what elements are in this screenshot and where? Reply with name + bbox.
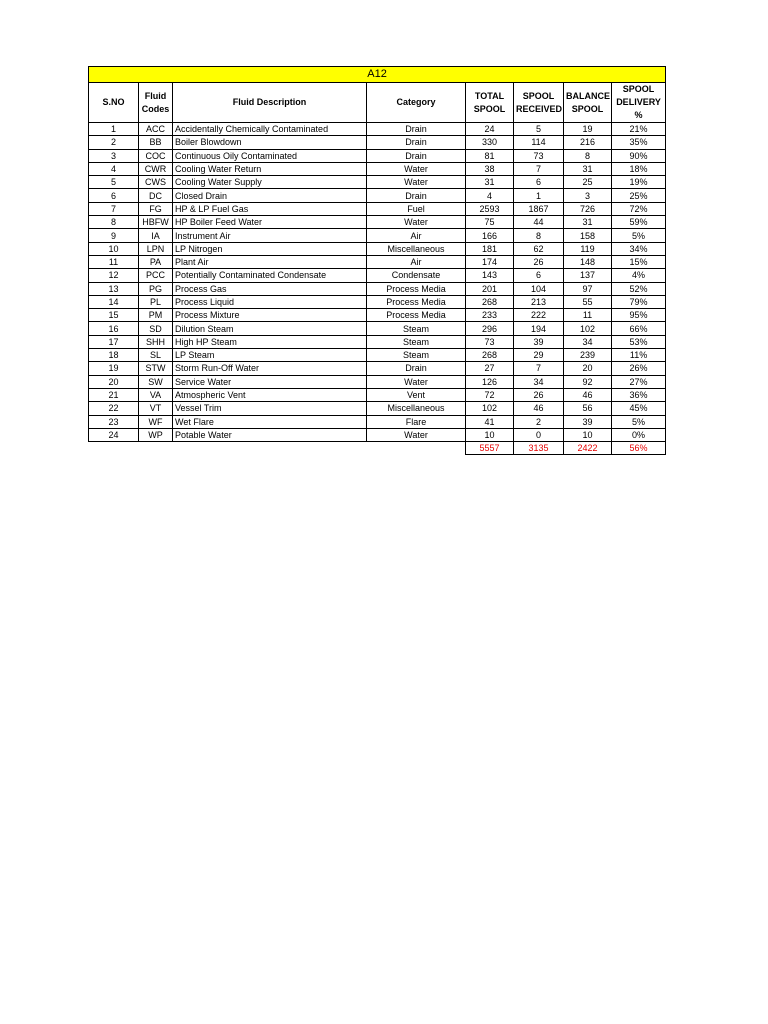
cell-sno: 9 — [89, 229, 139, 242]
table-row — [89, 242, 666, 255]
cell-sno: 21 — [89, 388, 139, 401]
cell-fluid-code: PM — [139, 309, 173, 322]
cell-category: Drain — [367, 149, 466, 162]
cell-fluid-description: Dilution Steam — [173, 322, 367, 335]
cell-sno: 7 — [89, 202, 139, 215]
cell-balance-spool: 158 — [564, 229, 612, 242]
header-balance-spool: BALANCE SPOOL — [564, 83, 612, 123]
cell-fluid-code: FG — [139, 202, 173, 215]
cell-fluid-code: CWR — [139, 162, 173, 175]
cell-balance-spool: 46 — [564, 388, 612, 401]
cell-sno: 4 — [89, 162, 139, 175]
table-row — [89, 229, 666, 242]
cell-spool-received: 114 — [514, 136, 564, 149]
cell-fluid-description: Atmospheric Vent — [173, 388, 367, 401]
cell-fluid-code: SHH — [139, 335, 173, 348]
header-fluid-description: Fluid Description — [173, 83, 367, 123]
table-row — [89, 415, 666, 428]
cell-spool-received: 7 — [514, 362, 564, 375]
cell-balance-spool: 34 — [564, 335, 612, 348]
cell-spool-delivery: 45% — [612, 402, 666, 415]
cell-spool-delivery: 35% — [612, 136, 666, 149]
header-total-spool: TOTAL SPOOL — [466, 83, 514, 123]
cell-fluid-code: CWS — [139, 176, 173, 189]
cell-fluid-description: Wet Flare — [173, 415, 367, 428]
cell-fluid-code: VT — [139, 402, 173, 415]
cell-balance-spool: 20 — [564, 362, 612, 375]
cell-spool-delivery: 4% — [612, 269, 666, 282]
cell-fluid-code: PL — [139, 295, 173, 308]
cell-fluid-code: DC — [139, 189, 173, 202]
cell-sno: 20 — [89, 375, 139, 388]
cell-total-spool: 41 — [466, 415, 514, 428]
cell-fluid-description: HP Boiler Feed Water — [173, 216, 367, 229]
totals-row — [89, 442, 666, 455]
cell-spool-received: 62 — [514, 242, 564, 255]
cell-spool-delivery: 27% — [612, 375, 666, 388]
cell-sno: 14 — [89, 295, 139, 308]
sheet-title: A12 — [89, 67, 666, 83]
cell-fluid-code: WF — [139, 415, 173, 428]
cell-total-spool: 72 — [466, 388, 514, 401]
cell-spool-received: 6 — [514, 269, 564, 282]
cell-total-spool: 330 — [466, 136, 514, 149]
cell-fluid-description: Plant Air — [173, 255, 367, 268]
table-row — [89, 176, 666, 189]
cell-sno: 15 — [89, 309, 139, 322]
cell-category: Steam — [367, 335, 466, 348]
cell-sno: 3 — [89, 149, 139, 162]
cell-total-spool: 143 — [466, 269, 514, 282]
cell-fluid-description: Service Water — [173, 375, 367, 388]
cell-balance-spool: 3 — [564, 189, 612, 202]
cell-total-spool: 126 — [466, 375, 514, 388]
cell-spool-delivery: 36% — [612, 388, 666, 401]
cell-total-spool: 2593 — [466, 202, 514, 215]
cell-sno: 16 — [89, 322, 139, 335]
cell-fluid-code: STW — [139, 362, 173, 375]
cell-total-spool: 201 — [466, 282, 514, 295]
table-row — [89, 349, 666, 362]
cell-fluid-code: WP — [139, 428, 173, 441]
cell-spool-delivery: 59% — [612, 216, 666, 229]
cell-total-spool: 102 — [466, 402, 514, 415]
cell-fluid-code: COC — [139, 149, 173, 162]
cell-fluid-code: PA — [139, 255, 173, 268]
cell-balance-spool: 8 — [564, 149, 612, 162]
cell-category: Miscellaneous — [367, 242, 466, 255]
table-row — [89, 402, 666, 415]
cell-sno: 1 — [89, 123, 139, 136]
spool-status-table — [88, 66, 666, 455]
cell-spool-delivery: 25% — [612, 189, 666, 202]
cell-sno: 22 — [89, 402, 139, 415]
cell-balance-spool: 25 — [564, 176, 612, 189]
cell-balance-spool: 726 — [564, 202, 612, 215]
table-row — [89, 216, 666, 229]
table-row — [89, 295, 666, 308]
cell-total-spool: 166 — [466, 229, 514, 242]
cell-sno: 5 — [89, 176, 139, 189]
cell-spool-received: 1867 — [514, 202, 564, 215]
cell-fluid-description: Process Gas — [173, 282, 367, 295]
cell-spool-delivery: 0% — [612, 428, 666, 441]
cell-fluid-description: Cooling Water Supply — [173, 176, 367, 189]
cell-total-spool: 10 — [466, 428, 514, 441]
cell-spool-received: 5 — [514, 123, 564, 136]
cell-balance-spool: 148 — [564, 255, 612, 268]
cell-fluid-code: HBFW — [139, 216, 173, 229]
cell-fluid-code: SL — [139, 349, 173, 362]
cell-fluid-code: BB — [139, 136, 173, 149]
cell-fluid-code: SW — [139, 375, 173, 388]
header-row — [89, 83, 666, 123]
cell-spool-received: 222 — [514, 309, 564, 322]
cell-spool-delivery: 26% — [612, 362, 666, 375]
cell-sno: 12 — [89, 269, 139, 282]
table-row — [89, 136, 666, 149]
cell-spool-delivery: 79% — [612, 295, 666, 308]
cell-fluid-description: Continuous Oily Contaminated — [173, 149, 367, 162]
cell-fluid-code: ACC — [139, 123, 173, 136]
cell-total-spool: 73 — [466, 335, 514, 348]
cell-spool-received: 213 — [514, 295, 564, 308]
cell-spool-received: 7 — [514, 162, 564, 175]
cell-category: Process Media — [367, 282, 466, 295]
cell-balance-spool: 137 — [564, 269, 612, 282]
cell-balance-spool: 10 — [564, 428, 612, 441]
cell-sno: 13 — [89, 282, 139, 295]
cell-total-spool: 38 — [466, 162, 514, 175]
cell-category: Process Media — [367, 309, 466, 322]
cell-fluid-description: Instrument Air — [173, 229, 367, 242]
cell-balance-spool: 102 — [564, 322, 612, 335]
cell-fluid-description: Cooling Water Return — [173, 162, 367, 175]
cell-fluid-description: Accidentally Chemically Contaminated — [173, 123, 367, 136]
totals-spool-delivery: 56% — [612, 442, 666, 455]
cell-fluid-description: Vessel Trim — [173, 402, 367, 415]
cell-sno: 17 — [89, 335, 139, 348]
cell-fluid-code: SD — [139, 322, 173, 335]
cell-fluid-description: LP Steam — [173, 349, 367, 362]
cell-balance-spool: 11 — [564, 309, 612, 322]
cell-spool-received: 29 — [514, 349, 564, 362]
cell-spool-delivery: 11% — [612, 349, 666, 362]
cell-spool-delivery: 5% — [612, 415, 666, 428]
cell-spool-received: 44 — [514, 216, 564, 229]
cell-spool-delivery: 72% — [612, 202, 666, 215]
table-row — [89, 162, 666, 175]
totals-spool-received: 3135 — [514, 442, 564, 455]
totals-spacer — [173, 442, 367, 455]
cell-spool-received: 34 — [514, 375, 564, 388]
cell-category: Drain — [367, 136, 466, 149]
cell-total-spool: 268 — [466, 349, 514, 362]
cell-spool-received: 1 — [514, 189, 564, 202]
cell-balance-spool: 239 — [564, 349, 612, 362]
cell-total-spool: 75 — [466, 216, 514, 229]
cell-sno: 6 — [89, 189, 139, 202]
cell-sno: 24 — [89, 428, 139, 441]
cell-spool-received: 2 — [514, 415, 564, 428]
cell-spool-delivery: 90% — [612, 149, 666, 162]
cell-sno: 23 — [89, 415, 139, 428]
table-row — [89, 309, 666, 322]
cell-balance-spool: 216 — [564, 136, 612, 149]
cell-total-spool: 4 — [466, 189, 514, 202]
cell-sno: 11 — [89, 255, 139, 268]
cell-spool-received: 26 — [514, 388, 564, 401]
cell-balance-spool: 119 — [564, 242, 612, 255]
cell-sno: 10 — [89, 242, 139, 255]
table-row — [89, 375, 666, 388]
totals-spacer — [367, 442, 466, 455]
cell-balance-spool: 92 — [564, 375, 612, 388]
table-row — [89, 335, 666, 348]
table-row — [89, 202, 666, 215]
cell-category: Process Media — [367, 295, 466, 308]
cell-spool-received: 194 — [514, 322, 564, 335]
cell-fluid-description: Boiler Blowdown — [173, 136, 367, 149]
cell-balance-spool: 31 — [564, 216, 612, 229]
cell-category: Steam — [367, 322, 466, 335]
cell-spool-received: 39 — [514, 335, 564, 348]
cell-spool-delivery: 53% — [612, 335, 666, 348]
cell-spool-received: 0 — [514, 428, 564, 441]
cell-total-spool: 24 — [466, 123, 514, 136]
cell-total-spool: 233 — [466, 309, 514, 322]
header-spool-delivery: SPOOL DELIVERY % — [612, 83, 666, 123]
cell-category: Water — [367, 176, 466, 189]
cell-category: Drain — [367, 123, 466, 136]
cell-balance-spool: 19 — [564, 123, 612, 136]
cell-spool-delivery: 66% — [612, 322, 666, 335]
table-row — [89, 428, 666, 441]
cell-category: Drain — [367, 189, 466, 202]
cell-spool-received: 6 — [514, 176, 564, 189]
totals-spacer — [89, 442, 139, 455]
totals-balance-spool: 2422 — [564, 442, 612, 455]
table-row — [89, 388, 666, 401]
cell-fluid-code: PCC — [139, 269, 173, 282]
cell-total-spool: 81 — [466, 149, 514, 162]
cell-sno: 19 — [89, 362, 139, 375]
cell-spool-delivery: 5% — [612, 229, 666, 242]
cell-balance-spool: 31 — [564, 162, 612, 175]
cell-spool-delivery: 52% — [612, 282, 666, 295]
cell-spool-received: 8 — [514, 229, 564, 242]
cell-fluid-description: Closed Drain — [173, 189, 367, 202]
cell-fluid-code: VA — [139, 388, 173, 401]
cell-category: Fuel — [367, 202, 466, 215]
cell-category: Condensate — [367, 269, 466, 282]
cell-category: Air — [367, 255, 466, 268]
cell-fluid-description: Potable Water — [173, 428, 367, 441]
cell-category: Drain — [367, 362, 466, 375]
cell-balance-spool: 55 — [564, 295, 612, 308]
cell-fluid-code: LPN — [139, 242, 173, 255]
totals-spacer — [139, 442, 173, 455]
table-row — [89, 189, 666, 202]
table-row — [89, 255, 666, 268]
cell-category: Water — [367, 428, 466, 441]
cell-spool-delivery: 19% — [612, 176, 666, 189]
cell-total-spool: 268 — [466, 295, 514, 308]
cell-sno: 18 — [89, 349, 139, 362]
cell-category: Vent — [367, 388, 466, 401]
cell-category: Miscellaneous — [367, 402, 466, 415]
cell-sno: 2 — [89, 136, 139, 149]
cell-spool-received: 73 — [514, 149, 564, 162]
cell-category: Water — [367, 162, 466, 175]
cell-fluid-description: Process Liquid — [173, 295, 367, 308]
header-category: Category — [367, 83, 466, 123]
cell-fluid-code: IA — [139, 229, 173, 242]
cell-spool-delivery: 34% — [612, 242, 666, 255]
cell-spool-delivery: 15% — [612, 255, 666, 268]
table-row — [89, 123, 666, 136]
table-row — [89, 322, 666, 335]
cell-balance-spool: 97 — [564, 282, 612, 295]
cell-fluid-description: Storm Run-Off Water — [173, 362, 367, 375]
cell-category: Air — [367, 229, 466, 242]
cell-total-spool: 181 — [466, 242, 514, 255]
cell-fluid-description: Process Mixture — [173, 309, 367, 322]
cell-category: Flare — [367, 415, 466, 428]
cell-total-spool: 296 — [466, 322, 514, 335]
cell-spool-delivery: 21% — [612, 123, 666, 136]
cell-fluid-description: HP & LP Fuel Gas — [173, 202, 367, 215]
header-spool-received: SPOOL RECEIVED — [514, 83, 564, 123]
cell-spool-received: 104 — [514, 282, 564, 295]
header-sno: S.NO — [89, 83, 139, 123]
cell-balance-spool: 56 — [564, 402, 612, 415]
table-row — [89, 269, 666, 282]
table-row — [89, 282, 666, 295]
header-fluid-codes: Fluid Codes — [139, 83, 173, 123]
cell-sno: 8 — [89, 216, 139, 229]
table-row — [89, 362, 666, 375]
cell-total-spool: 27 — [466, 362, 514, 375]
cell-fluid-description: Potentially Contaminated Condensate — [173, 269, 367, 282]
cell-fluid-description: High HP Steam — [173, 335, 367, 348]
cell-total-spool: 31 — [466, 176, 514, 189]
cell-category: Water — [367, 216, 466, 229]
table-row — [89, 149, 666, 162]
cell-spool-delivery: 18% — [612, 162, 666, 175]
cell-fluid-description: LP Nitrogen — [173, 242, 367, 255]
totals-total-spool: 5557 — [466, 442, 514, 455]
cell-spool-delivery: 95% — [612, 309, 666, 322]
cell-balance-spool: 39 — [564, 415, 612, 428]
cell-category: Steam — [367, 349, 466, 362]
cell-category: Water — [367, 375, 466, 388]
cell-fluid-code: PG — [139, 282, 173, 295]
cell-total-spool: 174 — [466, 255, 514, 268]
cell-spool-received: 26 — [514, 255, 564, 268]
cell-spool-received: 46 — [514, 402, 564, 415]
